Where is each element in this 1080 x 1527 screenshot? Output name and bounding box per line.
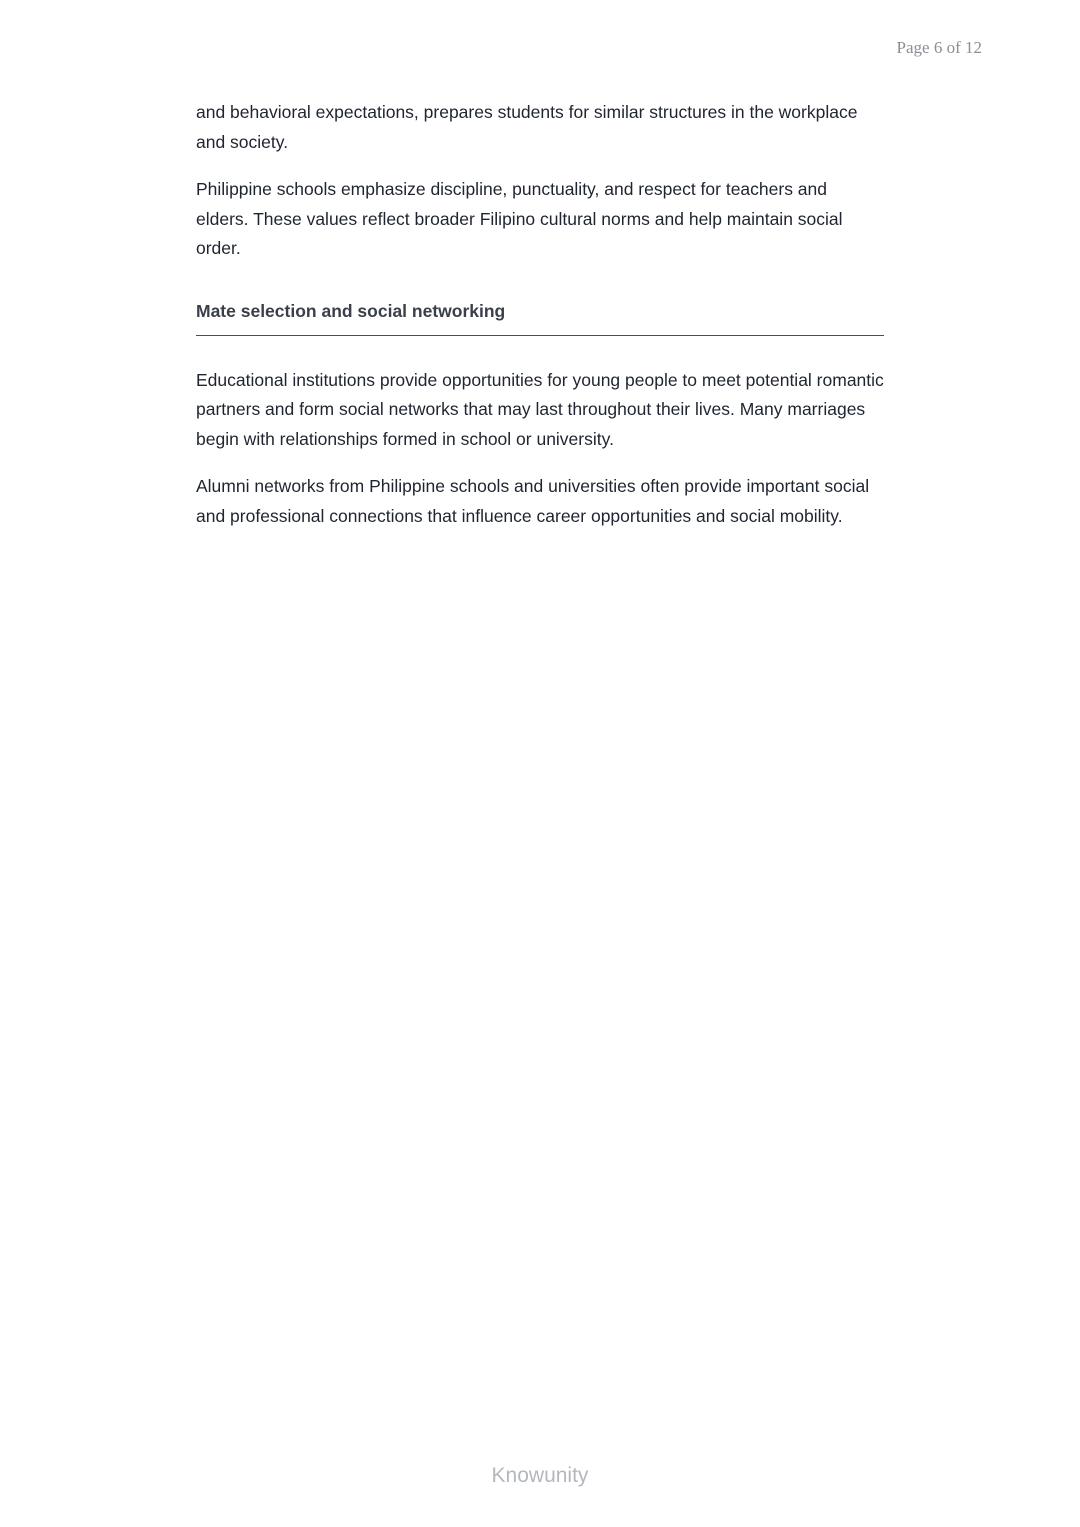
paragraph: Educational institutions provide opportunities for young people to meet potential romantic partners and form social networks that may last throughout their lives. Many marriages begin with relationships formed in school or university.	[196, 369, 884, 449]
footer-brand-logo: Knowunity	[491, 1464, 589, 1487]
paragraph: Philippine schools emphasize discipline, punctuality, and respect for teachers and elders. These values reflect broader Filipino cultural norms and help maintain social order.	[196, 179, 843, 258]
paragraph: Alumni networks from Philippine schools and universities often provide important social and professional connections that influence career opportunities and social mobility.	[196, 476, 870, 526]
page-indicator: Page 6 of 12	[896, 38, 982, 57]
section-body	[196, 366, 884, 532]
document-body	[196, 98, 884, 549]
section-heading: Mate selection and social networking	[196, 299, 884, 336]
paragraph: and behavioral expectations, prepares students for similar structures in the workplace and society.	[196, 102, 858, 152]
